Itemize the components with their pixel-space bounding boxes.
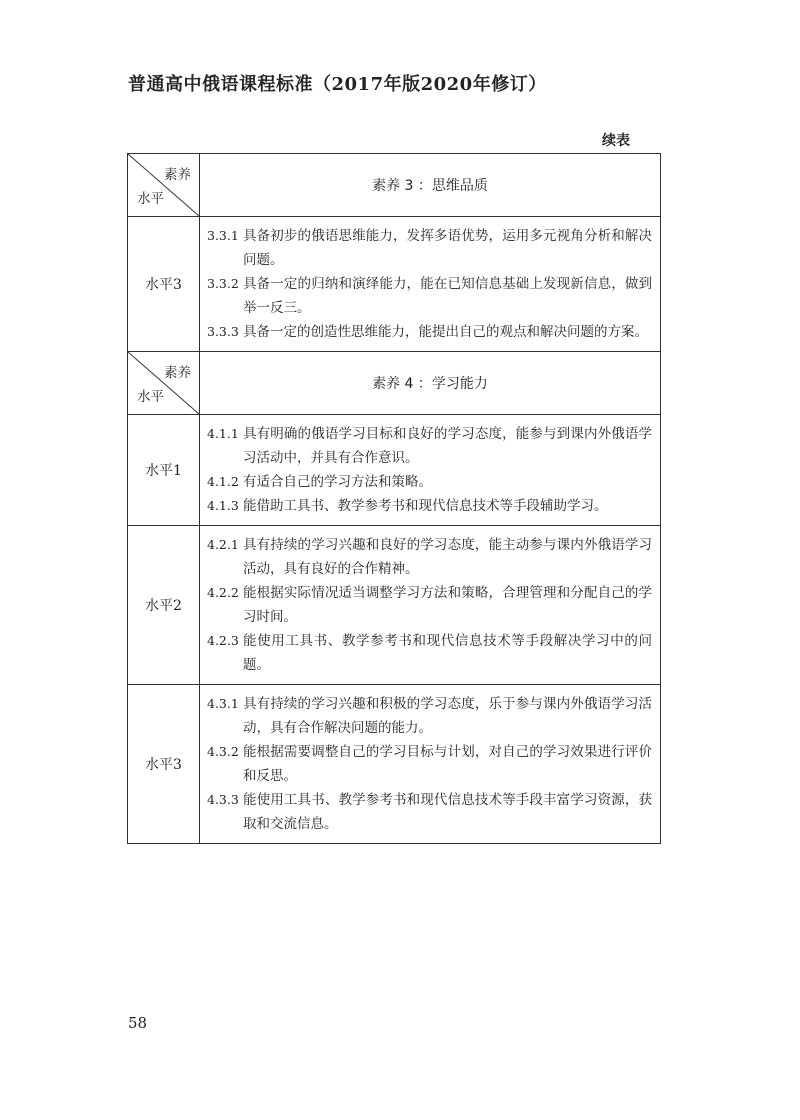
list-item <box>207 692 652 740</box>
level-label: 水平2 <box>128 526 200 685</box>
list-item <box>207 422 652 470</box>
item-text: 具有明确的俄语学习目标和良好的学习态度，能参与到课内外俄语学习活动中，并具有合作意识。 <box>243 426 652 466</box>
level-row <box>128 685 661 844</box>
running-header: 普通高中俄语课程标准（2017年版2020年修订） <box>128 74 547 95</box>
section-header-row <box>128 352 661 415</box>
item-text: 能使用工具书、教学参考书和现代信息技术等手段丰富学习资源，获取和交流信息。 <box>243 792 652 832</box>
corner-cell <box>128 154 200 217</box>
corner-top-label: 素养 <box>164 365 191 381</box>
item-number: 4.1.2 <box>207 474 239 489</box>
item-number: 4.3.3 <box>207 792 239 807</box>
list-item <box>207 494 652 518</box>
item-number: 4.2.3 <box>207 633 239 648</box>
item-number: 4.1.3 <box>207 498 239 513</box>
list-item <box>207 581 652 629</box>
item-number: 3.3.1 <box>207 228 239 243</box>
item-text: 能根据实际情况适当调整学习方法和策略，合理管理和分配自己的学习时间。 <box>243 585 652 625</box>
level-items <box>200 526 661 685</box>
list-item <box>207 740 652 788</box>
section-title: 素养 4 ：学习能力 <box>200 352 661 415</box>
item-number: 3.3.2 <box>207 276 239 291</box>
list-item <box>207 533 652 581</box>
level-row <box>128 217 661 352</box>
item-text: 有适合自己的学习方法和策略。 <box>243 474 432 490</box>
list-item <box>207 320 652 344</box>
item-number: 4.1.1 <box>207 426 239 441</box>
item-text: 具备一定的创造性思维能力，能提出自己的观点和解决问题的方案。 <box>243 324 648 340</box>
item-number: 4.3.2 <box>207 744 239 759</box>
level-label: 水平3 <box>128 217 200 352</box>
item-text: 具有持续的学习兴趣和积极的学习态度，乐于参与课内外俄语学习活动，具有合作解决问题的能力。 <box>243 696 652 736</box>
item-number: 4.2.2 <box>207 585 239 600</box>
item-number: 4.3.1 <box>207 696 239 711</box>
page-number: 58 <box>128 1014 148 1032</box>
section-title: 素养 3 ：思维品质 <box>200 154 661 217</box>
item-text: 具备初步的俄语思维能力，发挥多语优势，运用多元视角分析和解决问题。 <box>243 228 652 268</box>
item-text: 能借助工具书、教学参考书和现代信息技术等手段辅助学习。 <box>243 498 608 514</box>
corner-bottom-label: 水平 <box>137 389 164 405</box>
level-label: 水平1 <box>128 415 200 526</box>
level-label: 水平3 <box>128 685 200 844</box>
item-text: 能根据需要调整自己的学习目标与计划，对自己的学习效果进行评价和反思。 <box>243 744 652 784</box>
level-items <box>200 217 661 352</box>
item-text: 具备一定的归纳和演绎能力，能在已知信息基础上发现新信息，做到举一反三。 <box>243 276 652 316</box>
continued-label: 续表 <box>602 133 630 149</box>
list-item <box>207 629 652 677</box>
list-item <box>207 470 652 494</box>
item-number: 3.3.3 <box>207 324 239 339</box>
corner-top-label: 素养 <box>164 167 191 183</box>
level-row <box>128 415 661 526</box>
corner-cell <box>128 352 200 415</box>
list-item <box>207 224 652 272</box>
item-text: 具有持续的学习兴趣和良好的学习态度，能主动参与课内外俄语学习活动，具有良好的合作精神。 <box>243 537 652 577</box>
level-row <box>128 526 661 685</box>
standards-table <box>127 153 661 844</box>
level-items <box>200 685 661 844</box>
list-item <box>207 272 652 320</box>
item-text: 能使用工具书、教学参考书和现代信息技术等手段解决学习中的问题。 <box>243 633 652 673</box>
level-items <box>200 415 661 526</box>
section-header-row <box>128 154 661 217</box>
corner-bottom-label: 水平 <box>137 191 164 207</box>
list-item <box>207 788 652 836</box>
item-number: 4.2.1 <box>207 537 239 552</box>
